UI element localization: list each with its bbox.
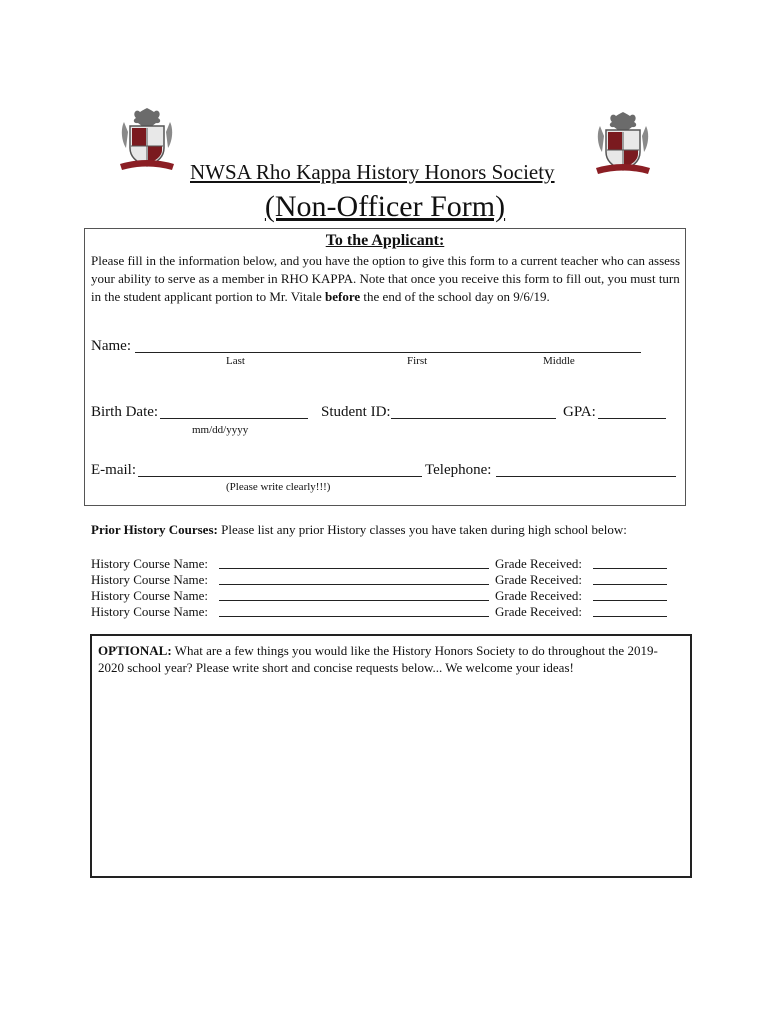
name-label: Name: [91, 338, 131, 354]
course-row [91, 588, 681, 604]
course-name-field[interactable] [219, 616, 489, 617]
prior-courses-text: Please list any prior History classes you have taken during high school below: [217, 522, 627, 537]
course-name-field[interactable] [219, 584, 489, 585]
course-row [91, 604, 681, 620]
prior-courses-instructions [91, 522, 627, 538]
course-row [91, 572, 681, 588]
course-name-label: History Course Name: [91, 588, 208, 603]
grade-received-field[interactable] [593, 568, 667, 569]
email-field[interactable] [138, 476, 422, 477]
course-name-field[interactable] [219, 600, 489, 601]
name-first-hint: First [407, 355, 428, 367]
grade-received-field[interactable] [593, 616, 667, 617]
birth-date-field[interactable] [160, 418, 308, 419]
grade-received-label: Grade Received: [495, 588, 582, 603]
applicant-instructions [91, 252, 681, 306]
student-id-field[interactable] [391, 418, 556, 419]
email-label: E-mail: [91, 462, 136, 478]
grade-received-label: Grade Received: [495, 604, 582, 619]
name-field[interactable] [135, 352, 641, 353]
gpa-field[interactable] [598, 418, 666, 419]
course-name-field[interactable] [219, 568, 489, 569]
school-crest-icon [118, 108, 176, 174]
course-name-label: History Course Name: [91, 572, 208, 587]
birth-date-hint: mm/dd/yyyy [192, 424, 249, 436]
name-last-hint: Last [226, 355, 245, 367]
telephone-field[interactable] [496, 476, 676, 477]
telephone-label: Telephone: [425, 462, 492, 478]
optional-label: OPTIONAL: [98, 643, 172, 658]
course-name-label: History Course Name: [91, 556, 208, 571]
birth-date-label: Birth Date: [91, 404, 159, 420]
email-hint: (Please write clearly!!!) [226, 481, 331, 493]
instructions-text: Please fill in the information below, and you have the option to give this form to a current teacher who can assess your ability to serve as a member in RHO KAPPA. Note that once you receive this form to fill out, you must turn in the student applicant portion to Mr. Vitale [91, 253, 681, 304]
optional-text: What are a few things you would like the History Honors Society to do throughout the 2019-2020 school year? Please write short and concise requests below... We welcome your ideas! [98, 643, 658, 675]
applicant-heading: To the Applicant: [325, 232, 445, 249]
optional-prompt [98, 642, 682, 676]
grade-received-field[interactable] [593, 584, 667, 585]
instructions-emphasis: before [325, 289, 361, 304]
student-id-label: Student ID: [321, 404, 391, 420]
grade-received-label: Grade Received: [495, 572, 582, 587]
course-name-label: History Course Name: [91, 604, 208, 619]
gpa-label: GPA: [563, 404, 596, 420]
prior-courses-heading: Prior History Courses: [91, 522, 218, 537]
form-title: (Non-Officer Form) [264, 190, 506, 223]
grade-received-label: Grade Received: [495, 556, 582, 571]
course-row [91, 556, 681, 572]
org-title: NWSA Rho Kappa History Honors Society [190, 160, 555, 184]
name-middle-hint: Middle [543, 355, 575, 367]
grade-received-field[interactable] [593, 600, 667, 601]
instructions-text-end: the end of the school day on 9/6/19. [360, 289, 550, 304]
school-crest-icon [594, 112, 652, 178]
